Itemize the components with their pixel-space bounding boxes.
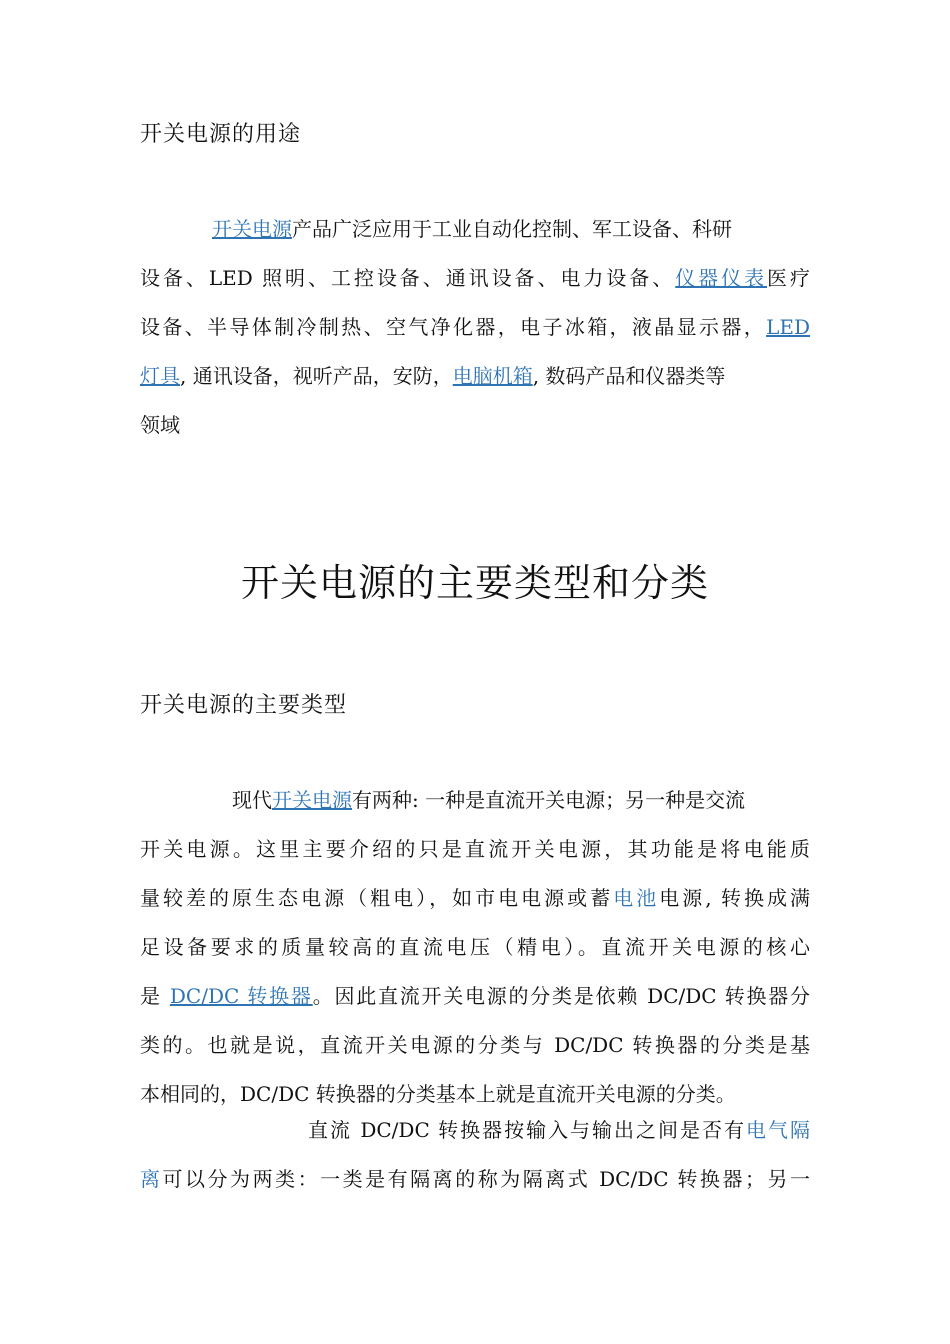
types-paragraph xyxy=(140,776,810,1119)
types-text-2: 有两种: 一种是直流开关电源；另一种是交流 xyxy=(352,788,746,812)
usage-text-4: 设备、半导体制冷制热、空气净化器，电子冰箱，液晶显示器， xyxy=(140,315,767,339)
types-line-1 xyxy=(140,776,810,825)
usage-line-4 xyxy=(140,352,810,401)
usage-text-3: 医疗 xyxy=(767,266,810,290)
link-kaiguan-dianyuan-2[interactable]: 开关电源 xyxy=(272,788,352,812)
highlight-dianchi: 电池 xyxy=(613,886,660,910)
types-text-5: 电源, 转换成满 xyxy=(659,886,811,910)
usage-text-5: , 通讯设备，视听产品，安防， xyxy=(180,364,453,388)
usage-line-1 xyxy=(140,205,810,254)
usage-line-5 xyxy=(140,401,810,450)
types-line-4 xyxy=(140,923,810,972)
usage-line-3 xyxy=(140,303,810,352)
types-line-6 xyxy=(140,1021,810,1070)
link-led-dengju-part1[interactable]: LED xyxy=(766,315,810,339)
types-line-2 xyxy=(140,825,810,874)
usage-section-title: 开关电源的用途 xyxy=(140,122,302,147)
link-kaiguan-dianyuan[interactable]: 开关电源 xyxy=(212,217,292,241)
types-text-4: 量较差的原生态电源（粗电），如市电电源或蓄 xyxy=(140,886,614,910)
types-text-8: 。因此直流开关电源的分类是依赖 DC/DC 转换器分 xyxy=(312,984,810,1008)
types-line-5 xyxy=(140,972,810,1021)
usage-text-1: 产品广泛应用于工业自动化控制、军工设备、科研 xyxy=(292,217,732,241)
usage-text-2: 设备、LED 照明、工控设备、通讯设备、电力设备、 xyxy=(140,266,676,290)
types-subtitle: 开关电源的主要类型 xyxy=(140,693,348,718)
link-dcdc-converter[interactable]: DC/DC 转换器 xyxy=(169,984,313,1008)
usage-text-7: 领域 xyxy=(140,413,180,437)
link-led-dengju-part2[interactable]: 灯具 xyxy=(140,364,180,388)
types-text-9: 类的。也就是说，直流开关电源的分类与 DC/DC 转换器的分类是基 xyxy=(140,1033,810,1057)
types-text-10: 本相同的，DC/DC 转换器的分类基本上就是直流开关电源的分类。 xyxy=(140,1082,736,1106)
link-diannao-jixiang[interactable]: 电脑机箱 xyxy=(452,364,533,388)
types-text-1: 现代 xyxy=(232,788,272,812)
types-text-6: 足设备要求的质量较高的直流电压（精电）。直流开关电源的核心 xyxy=(140,935,810,959)
usage-line-2 xyxy=(140,254,810,303)
highlight-dianqi-geli-part2: 离 xyxy=(140,1167,163,1191)
isolation-paragraph xyxy=(140,1106,810,1204)
types-line-3 xyxy=(140,874,810,923)
highlight-dianqi-geli-part1: 电气隔 xyxy=(746,1118,811,1142)
types-text-7: 是 xyxy=(140,984,170,1008)
usage-text-6: , 数码产品和仪器类等 xyxy=(532,364,726,388)
link-yiqi-yibiao[interactable]: 仪器仪表 xyxy=(675,266,768,290)
isolation-text-2: 可以分为两类：一类是有隔离的称为隔离式 DC/DC 转换器；另一 xyxy=(162,1167,810,1191)
isolation-line-1 xyxy=(140,1106,810,1155)
usage-paragraph xyxy=(140,205,810,450)
isolation-line-2 xyxy=(140,1155,810,1204)
types-text-3: 开关电源。这里主要介绍的只是直流开关电源，其功能是将电能质 xyxy=(140,837,810,861)
isolation-text-1: 直流 DC/DC 转换器按输入与输出之间是否有 xyxy=(308,1118,747,1142)
main-heading: 开关电源的主要类型和分类 xyxy=(240,561,709,605)
